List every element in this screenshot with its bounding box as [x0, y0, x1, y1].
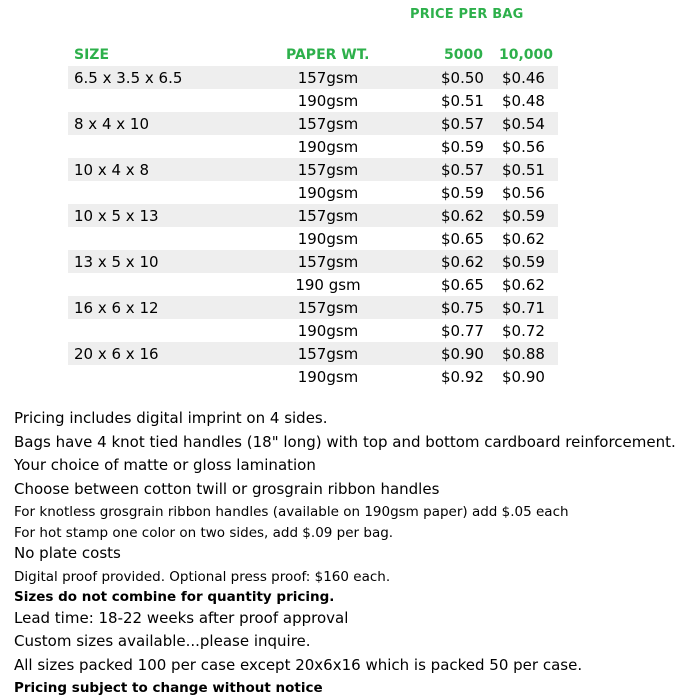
- table-row: [68, 112, 558, 135]
- notes-list: [14, 408, 684, 699]
- paper-weight-cell: 190gsm: [297, 92, 359, 110]
- table-row: [68, 66, 558, 89]
- note-line: Lead time: 18-22 weeks after proof approval: [14, 608, 349, 627]
- table-row: [68, 365, 558, 388]
- table-row: [68, 250, 558, 273]
- note-line: For knotless grosgrain ribbon handles (available on 190gsm paper) add $.05 each: [14, 504, 569, 520]
- size-cell: 20 x 6 x 16: [74, 345, 159, 363]
- paper-weight-cell: 190 gsm: [295, 276, 361, 294]
- table-row: [68, 319, 558, 342]
- price-5000-cell: $0.65: [441, 276, 484, 294]
- price-5000-cell: $0.59: [441, 138, 484, 156]
- paper-weight-column-header: PAPER WT.: [286, 47, 370, 63]
- price-per-bag-heading: PRICE PER BAG: [410, 7, 524, 22]
- size-cell: 10 x 5 x 13: [74, 207, 159, 225]
- table-row: [68, 181, 558, 204]
- note-line: For hot stamp one color on two sides, add $.09 per bag.: [14, 524, 394, 541]
- price-5000-cell: $0.62: [441, 207, 484, 225]
- paper-weight-cell: 190gsm: [297, 322, 359, 340]
- size-column-header: SIZE: [74, 47, 110, 63]
- price-10000-cell: $0.59: [502, 207, 545, 225]
- note-line: All sizes packed 100 per case except 20x6x16 which is packed 50 per case.: [14, 655, 583, 674]
- note-line: No plate costs: [14, 544, 121, 562]
- price-5000-cell: $0.92: [441, 368, 484, 386]
- paper-weight-cell: 157gsm: [297, 161, 359, 179]
- paper-weight-cell: 157gsm: [297, 345, 359, 363]
- price-5000-cell: $0.75: [441, 299, 484, 317]
- size-cell: 8 x 4 x 10: [74, 115, 149, 133]
- note-line: Sizes do not combine for quantity pricing.: [14, 589, 335, 605]
- price-5000-cell: $0.59: [441, 184, 484, 202]
- price-10000-cell: $0.71: [502, 299, 545, 317]
- paper-weight-cell: 157gsm: [297, 207, 359, 225]
- price-10000-cell: $0.59: [502, 253, 545, 271]
- paper-weight-cell: 157gsm: [297, 69, 359, 87]
- table-row: [68, 135, 558, 158]
- paper-weight-cell: 190gsm: [297, 368, 359, 386]
- price-5000-cell: $0.50: [441, 69, 484, 87]
- note-line: Digital proof provided. Optional press proof: $160 each.: [14, 568, 391, 585]
- note-line: Bags have 4 knot tied handles (18" long) with top and bottom cardboard reinforcement.: [14, 432, 676, 451]
- price-5000-cell: $0.51: [441, 92, 484, 110]
- price-10000-cell: $0.51: [502, 161, 545, 179]
- qty-10000-column-header: 10,000: [499, 47, 554, 63]
- price-10000-cell: $0.56: [502, 138, 545, 156]
- table-row: [68, 273, 558, 296]
- table-row: [68, 89, 558, 112]
- paper-weight-cell: 157gsm: [297, 253, 359, 271]
- table-row: [68, 227, 558, 250]
- note-line: Pricing includes digital imprint on 4 sides.: [14, 409, 328, 427]
- price-10000-cell: $0.72: [502, 322, 545, 340]
- note-line: Custom sizes available...please inquire.: [14, 632, 311, 650]
- price-10000-cell: $0.88: [502, 345, 545, 363]
- note-line: Your choice of matte or gloss lamination: [14, 456, 316, 474]
- paper-weight-cell: 190gsm: [297, 138, 359, 156]
- price-10000-cell: $0.90: [502, 368, 545, 386]
- price-5000-cell: $0.57: [441, 115, 484, 133]
- table-row: [68, 296, 558, 319]
- note-line: Choose between cotton twill or grosgrain ribbon handles: [14, 479, 440, 498]
- table-row: [68, 158, 558, 181]
- size-cell: 6.5 x 3.5 x 6.5: [74, 69, 183, 87]
- price-5000-cell: $0.62: [441, 253, 484, 271]
- price-10000-cell: $0.56: [502, 184, 545, 202]
- paper-weight-cell: 190gsm: [297, 184, 359, 202]
- paper-weight-cell: 190gsm: [297, 230, 359, 248]
- price-10000-cell: $0.46: [502, 69, 545, 87]
- price-10000-cell: $0.48: [502, 92, 545, 110]
- size-cell: 16 x 6 x 12: [74, 299, 159, 317]
- table-row: [68, 342, 558, 365]
- price-10000-cell: $0.54: [502, 115, 545, 133]
- note-line: Pricing subject to change without notice: [14, 680, 323, 696]
- table-row: [68, 204, 558, 227]
- qty-5000-column-header: 5000: [444, 47, 483, 63]
- price-5000-cell: $0.57: [441, 161, 484, 179]
- price-10000-cell: $0.62: [502, 276, 545, 294]
- size-cell: 10 x 4 x 8: [74, 161, 149, 179]
- price-5000-cell: $0.77: [441, 322, 484, 340]
- paper-weight-cell: 157gsm: [297, 299, 359, 317]
- price-10000-cell: $0.62: [502, 230, 545, 248]
- paper-weight-cell: 157gsm: [297, 115, 359, 133]
- pricing-table: [68, 66, 558, 388]
- size-cell: 13 x 5 x 10: [74, 253, 159, 271]
- price-5000-cell: $0.65: [441, 230, 484, 248]
- price-5000-cell: $0.90: [441, 345, 484, 363]
